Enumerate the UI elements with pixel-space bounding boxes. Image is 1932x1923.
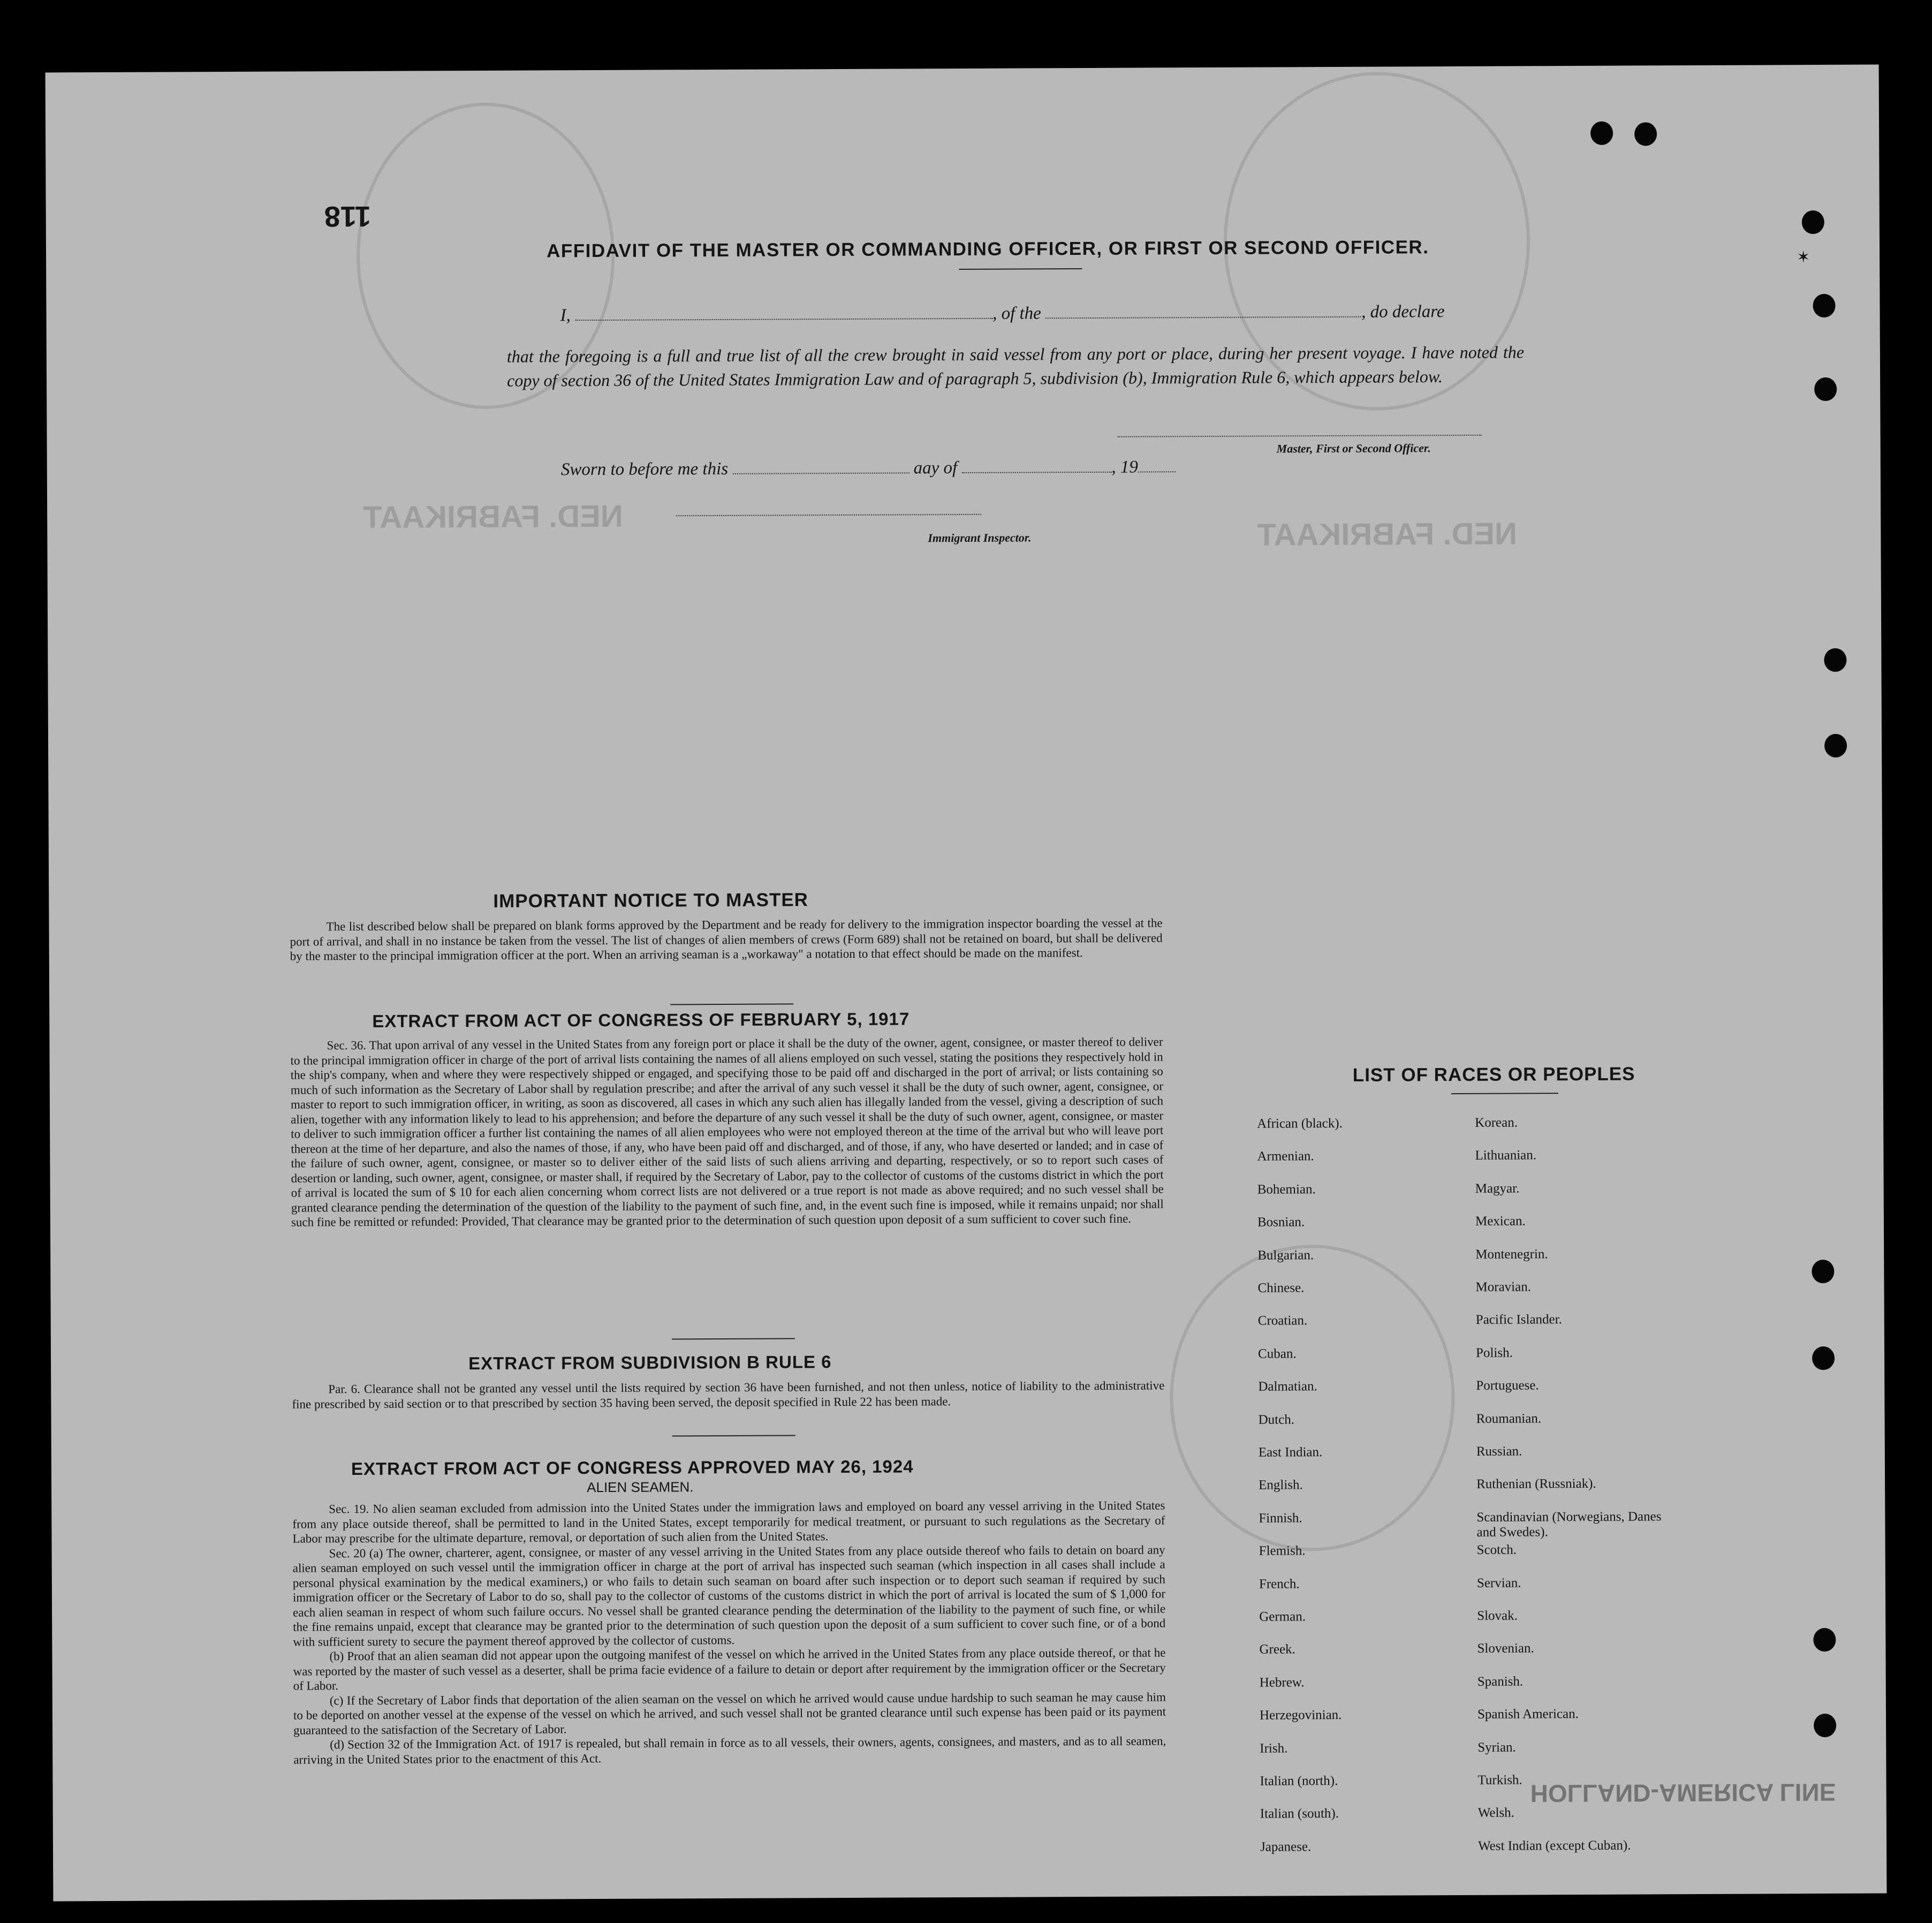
race-item: Chinese. [1257, 1281, 1305, 1296]
punch-hole [1824, 734, 1847, 758]
divider [1451, 1093, 1558, 1094]
sworn-day: aay of [913, 458, 958, 478]
race-item: English. [1259, 1478, 1303, 1493]
affidavit-of-the: , of the [992, 304, 1041, 323]
notice-paragraph: The list described below shall be prepared on blank forms approved by the Department and be ready for delivery to the immigration inspector boarding the vessel at the port of arrival, and shall in no instance be taken from the vessel. The list of changes of alien members of crews (Form 689) shall not be retained on board, but shall be delivered by the master to the principal immigration officer at the port. When an arriving seaman is a „workaway" a notation to that effect should be made on the manifest. [290, 916, 1163, 963]
punch-hole [1814, 1714, 1836, 1737]
divider [959, 268, 1082, 270]
punch-hole [1590, 122, 1613, 145]
affidavit-i: I, [560, 306, 571, 325]
page-number: 118 [324, 200, 371, 233]
race-item: Japanese. [1260, 1839, 1312, 1854]
race-item: Dutch. [1258, 1412, 1294, 1427]
race-item: Armenian. [1257, 1149, 1314, 1164]
extract-1924-paragraph: Sec. 20 (a) The owner, charterer, agent, consignee, or master of any vessel arriving in the United States from any place outside thereof who fails to detain on board any alien seaman employed on such vessel until the immigration officer in charge at the port of arrival has inspected such seaman (which inspection in all cases shall include a personal physical examination by the medical examiners,) or who fails to detain such seaman on board after such inspection or to deport such seaman if required by such immigration officer or the Secretary of Labor to do so, shall pay to the collector of customs of the customs district in which the port of arrival is located the sum of $ 1,000 for each alien seaman in respect of whom such failure occurs. No vessel shall be granted clearance pending the determination of the liability to the payment of such fine, or while the fine remains unpaid, except that clearance may be granted prior to the determination of such question upon the deposit of a sum sufficient to cover such fine, or of a bond with sufficient surety to secure the payment thereof approved by the collector of customs. [292, 1542, 1166, 1648]
race-item: French. [1259, 1576, 1300, 1592]
notice-text [290, 915, 1162, 964]
race-item: Irish. [1260, 1740, 1288, 1756]
race-item: Roumanian. [1476, 1411, 1542, 1426]
race-item: Greek. [1259, 1642, 1295, 1657]
extract-rule6-paragraph: Par. 6. Clearance shall not be granted any vessel until the lists required by section 36 have been furnished, and not then unless, notice of liability to the administrative fine prescribed by said section or to that prescribed by section 35 having been served, the deposit specified in Rule 22 has been made. [292, 1379, 1165, 1411]
bleedthrough-text: NED. FABRIKAAT [363, 498, 623, 535]
extract-rule6-text [292, 1378, 1164, 1411]
signature-line [1118, 435, 1482, 437]
race-item: Hebrew. [1259, 1675, 1305, 1690]
divider [672, 1338, 795, 1339]
race-item: Croatian. [1257, 1313, 1308, 1329]
name-blank [575, 318, 992, 321]
extract-1924-title: EXTRACT FROM ACT OF CONGRESS APPROVED MAY 26, 1924 [351, 1456, 914, 1479]
extract-1924-paragraph: (b) Proof that an alien seaman did not appear upon the outgoing manifest of the vessel on which he arrived in the United States from any place outside thereof, or that he was reported by the master of such vessel as a deserter, shall be prima facie evidence of a failure to detain or deport after requirement by the immigration officer or the Secretary of Labor. [293, 1646, 1166, 1693]
extract-1917-text [290, 1034, 1164, 1230]
punch-hole [1812, 1346, 1835, 1370]
race-item: Welsh. [1478, 1805, 1514, 1821]
affidavit-body: that the foregoing is a full and true list of all the crew brought in said vessel from any port or place, during her present voyage. I have noted the copy of section 36 of the United States Immigration Law and of paragraph 5, subdivision (b), Immigration Rule 6, which appears below. [506, 342, 1524, 390]
race-item: Flemish. [1259, 1543, 1306, 1558]
race-item: Montenegrin. [1475, 1246, 1548, 1262]
race-item: Cuban. [1257, 1346, 1297, 1361]
punch-hole [1634, 122, 1657, 146]
punch-hole [1812, 1260, 1834, 1283]
race-item: Bulgarian. [1257, 1247, 1314, 1263]
signature-label: Master, First or Second Officer. [1276, 441, 1431, 456]
affidavit-declare: , do declare [1361, 302, 1445, 322]
extract-1924-paragraph: (c) If the Secretary of Labor finds that deportation of the alien seaman on the vessel on which he arrived would cause undue hardship to such seaman he may cause him to be deported on another vessel at the expense of the vessel on which he arrived, and such vessel shall not be granted clearance until such expense has been paid or its payment guaranteed to the satisfaction of the Secretary of Labor. [293, 1690, 1166, 1737]
race-item: Bosnian. [1257, 1215, 1305, 1230]
extract-1924-text [292, 1498, 1166, 1767]
punch-hole [1824, 648, 1846, 672]
race-item: Syrian. [1478, 1740, 1516, 1755]
race-item: Pacific Islander. [1475, 1312, 1562, 1328]
race-item: Scandinavian (Norwegians, Danes and Swedes). [1476, 1509, 1662, 1540]
punch-hole [1814, 377, 1837, 401]
race-item: Scotch. [1476, 1542, 1517, 1558]
sworn-prefix: Sworn to before me this [560, 459, 729, 480]
race-item: Polish. [1475, 1345, 1513, 1360]
inspector-label: Immigrant Inspector. [928, 531, 1032, 545]
race-item: Ruthenian (Russniak). [1476, 1477, 1596, 1492]
document-sheet [46, 65, 1887, 1902]
extract-1917-title: EXTRACT FROM ACT OF CONGRESS OF FEBRUARY 5, 1917 [372, 1009, 910, 1031]
extract-1924-paragraph: (d) Section 32 of the Immigration Act. of 1917 is repealed, but shall remain in force as to all vessels, their owners, agents, consignees, and masters, and as to all seamen, arriving in the United States prior to the enactment of this Act. [293, 1734, 1166, 1766]
affidavit-line-1 [560, 302, 1444, 325]
divider [672, 1435, 795, 1436]
notice-title: IMPORTANT NOTICE TO MASTER [493, 889, 808, 912]
race-item: Bohemian. [1257, 1182, 1316, 1197]
bleedthrough-text: HOLLAND-AMERICA LINE [1530, 1778, 1836, 1808]
race-item: Italian (south). [1260, 1806, 1339, 1822]
punch-hole [1802, 210, 1824, 234]
races-title: LIST OF RACES OR PEOPLES [1352, 1063, 1635, 1086]
race-item: Finnish. [1259, 1511, 1302, 1526]
race-item: African (black). [1257, 1116, 1343, 1131]
race-item: Spanish American. [1477, 1707, 1579, 1722]
extract-1924-paragraph: Sec. 19. No alien seaman excluded from admission into the United States under the immigration laws and employed on board any vessel arriving in the United States from any place outside thereof, shall be permitted to land in the United States, except temporarily for medical treatment, or pursuant to such regulations as the Secretary of Labor may prescribe for the ultimate departure, removal, or deportation of such alien from the United States. [292, 1498, 1165, 1546]
year-blank [1138, 471, 1176, 472]
affidavit-title: AFFIDAVIT OF THE MASTER OR COMMANDING OFFICER, OR FIRST OR SECOND OFFICER. [546, 237, 1429, 262]
punch-hole [1813, 1628, 1836, 1652]
punch-hole [1813, 294, 1835, 317]
bleedthrough-text: NED. FABRIKAAT [1257, 516, 1517, 552]
race-item: Spanish. [1477, 1674, 1524, 1689]
sworn-year: , 19 [1111, 457, 1138, 477]
race-item: West Indian (except Cuban). [1478, 1838, 1631, 1853]
race-item: Slovak. [1477, 1608, 1518, 1623]
race-item: Moravian. [1475, 1280, 1531, 1294]
race-item: Dalmatian. [1258, 1379, 1317, 1394]
faint-seal-stamp [1169, 1244, 1455, 1551]
extract-rule6-title: EXTRACT FROM SUBDIVISION B RULE 6 [468, 1352, 832, 1374]
mark: ✶ [1797, 248, 1810, 267]
race-item: Magyar. [1475, 1181, 1520, 1196]
sworn-line [561, 457, 1176, 480]
extract-1924-subtitle: ALIEN SEAMEN. [587, 1479, 694, 1496]
race-item: German. [1259, 1609, 1306, 1624]
race-item: Italian (north). [1260, 1773, 1338, 1789]
race-item: Turkish. [1478, 1773, 1522, 1788]
day-blank [732, 472, 909, 474]
race-item: Lithuanian. [1475, 1148, 1537, 1163]
month-blank [961, 472, 1111, 473]
race-item: Mexican. [1475, 1214, 1526, 1229]
race-item: East Indian. [1258, 1445, 1323, 1460]
divider [670, 1003, 793, 1005]
race-item: Portuguese. [1476, 1378, 1539, 1394]
race-item: Russian. [1476, 1444, 1522, 1459]
vessel-blank [1045, 316, 1361, 319]
race-item: Herzegovinian. [1259, 1708, 1342, 1723]
extract-1917-paragraph: Sec. 36. That upon arrival of any vessel in the United States from any foreign port or place it shall be the duty of the owner, agent, consignee, or master thereof to deliver to the principal immigration officer in charge of the port of arrival lists containing the names of all aliens employed on such vessel, stating the positions they respectively hold in the ship's company, when and where they were respectively shipped or engaged, and specifying those to be paid off and discharged in the port of arrival; or lists containing so much of such information as the Secretary of Labor shall by regulation prescribe; and after the arrival of any such vessel it shall be the duty of such owner, agent, consignee, or master to report to such immigration officer, in writing, as soon as discovered, all cases in which any such alien has illegally landed from the vessel, giving a description of such alien, together with any information likely to lead to his apprehension; and before the departure of any such vessel it shall be the duty of such owner, agent, consignee, or master to deliver to such immigration officer a further list containing the names of all alien employees who were not employed thereon at the time of the arrival but who will leave port thereon at the time of her departure, and also the names of those, if any, who have been paid off and discharged, and of those, if any, who have deserted or landed; and in case of the failure of such owner, agent, consignee, or master so to deliver either of the said lists of such aliens arriving and departing, respectively, or so to report such cases of desertion or landing, such owner, agent, consignee, or master shall, if required by the Secretary of Labor, pay to the collector of customs of the customs district in which the port of arrival is located the sum of $ 10 for each alien concerning whom correct lists are not delivered or a true report is not made as above required; and no such vessel shall be granted clearance pending the determination of the question of the liability to the payment of such fine, and, in the event such fine is imposed, while it remains unpaid; nor shall such fine be remitted or refunded: Provided, That clearance may be granted prior to the determination of such question upon deposit of a sum sufficient to cover such fine. [290, 1035, 1164, 1229]
race-item: Korean. [1475, 1115, 1518, 1130]
race-item: Servian. [1476, 1576, 1521, 1591]
inspector-line [676, 514, 981, 516]
race-item: Slovenian. [1477, 1641, 1534, 1656]
